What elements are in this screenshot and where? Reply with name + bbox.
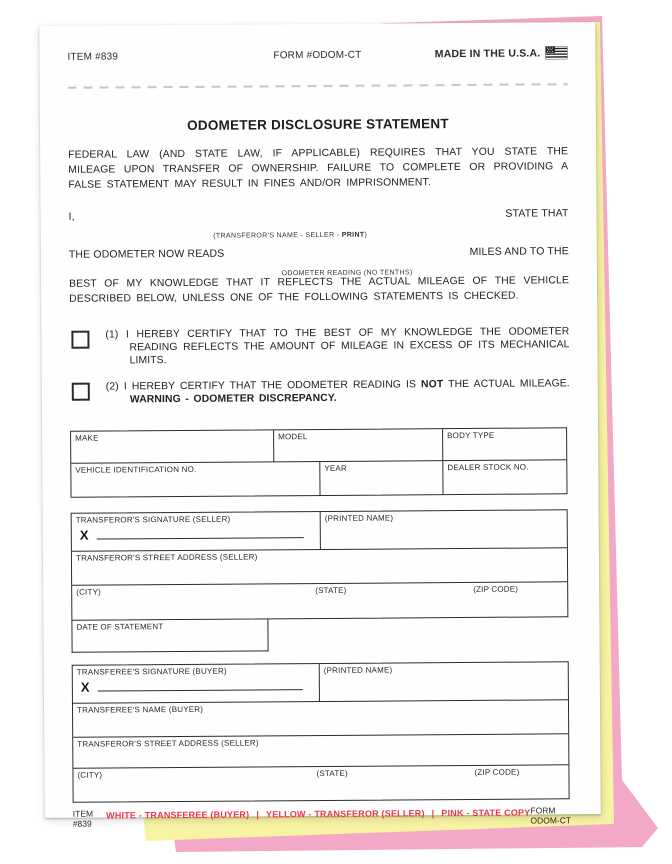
perforation-line (68, 83, 568, 88)
odometer-reading-caption: ODOMETER READING (NO TENTHS) (281, 269, 413, 278)
statement-1-text: (1) I HEREBY CERTIFY THAT TO THE BEST OF MY KNOWLEDGE THE ODOMETER READING REFLECTS THE AMOUNT OF MILEAGE IN EXCESS OF ITS MECHANICAL LIMITS. (105, 326, 570, 367)
stub-form-number: FORM #ODOM-CT (273, 49, 362, 61)
transferor-name-caption: (TRANSFEROR'S NAME - SELLER - PRINT) (213, 231, 368, 240)
date-of-statement-field[interactable]: DATE OF STATEMENT (71, 619, 268, 652)
transferor-city-state-zip-cell[interactable] (72, 582, 567, 619)
statement-2-text: (2) I HEREBY CERTIFY THAT THE ODOMETER READING IS NOT THE ACTUAL MILEAGE. WARNING - ODOMETER DISCREPANCY. (105, 378, 570, 406)
transferor-printed-name-cell[interactable]: (PRINTED NAME) (320, 510, 567, 549)
copy-distribution-legend: WHITE - TRANSFEREE (BUYER) | YELLOW - TRANSFEROR (SELLER) | PINK - STATE COPY (106, 807, 531, 821)
declaration-prefix: I, (68, 210, 75, 223)
made-in-usa-label: MADE IN THE U.S.A. (434, 46, 541, 60)
footer-item-number: ITEM #839 (72, 808, 94, 829)
transferee-street-cell[interactable]: TRANSFEROR'S STREET ADDRESS (SELLER) (77, 738, 259, 749)
statement-2-checkbox[interactable] (72, 383, 90, 401)
vin-field[interactable]: VEHICLE IDENTIFICATION NO. (75, 464, 197, 475)
make-field[interactable]: MAKE (75, 433, 99, 443)
transferee-printed-name-cell[interactable]: (PRINTED NAME) (319, 662, 568, 701)
transferee-zip-label: (ZIP CODE) (474, 767, 520, 777)
transferee-signature-cell[interactable]: TRANSFEREE'S SIGNATURE (BUYER) X (73, 664, 319, 703)
statement-1-checkbox[interactable] (71, 331, 89, 349)
footer-form-number: FORM ODOM-CT (530, 805, 572, 826)
transferor-state-label: (STATE) (315, 585, 347, 596)
transferee-section (72, 661, 570, 802)
transferee-state-label: (STATE) (316, 768, 348, 779)
transferee-city-label: (CITY) (77, 770, 103, 780)
form-title: ODOMETER DISCLOSURE STATEMENT (186, 116, 449, 133)
mileage-continuation-text: BEST OF MY KNOWLEDGE THAT IT REFLECTS THE ACTUAL MILEAGE OF THE VEHICLE DESCRIBED BELOW, UNLESS ONE OF THE FOLLOWING STATEMENTS IS CHECKED. (69, 275, 570, 305)
model-field[interactable]: MODEL (273, 429, 442, 461)
transferor-section (71, 509, 569, 620)
odometer-form-sheet (39, 22, 601, 829)
vehicle-table (70, 427, 567, 497)
statement-1 (69, 325, 569, 367)
statement-2 (70, 377, 570, 406)
transferee-name-cell[interactable]: TRANSFEREE'S NAME (BUYER) (76, 704, 204, 715)
odometer-reading-row (68, 245, 569, 278)
transferee-city-state-zip-cell[interactable] (73, 765, 568, 801)
transferor-zip-label: (ZIP CODE) (473, 584, 519, 594)
odometer-suffix: MILES AND TO THE (469, 245, 569, 258)
transferor-signature-line[interactable] (97, 527, 304, 539)
body-type-field[interactable]: BODY TYPE (442, 428, 566, 460)
transferor-signature-cell[interactable]: TRANSFEROR'S SIGNATURE (SELLER) X (72, 512, 320, 551)
transferor-city-label: (CITY) (76, 587, 101, 597)
dealer-stock-field[interactable]: DEALER STOCK NO. (442, 460, 566, 494)
declaration-suffix: STATE THAT (505, 207, 569, 220)
federal-law-notice: FEDERAL LAW (AND STATE LAW, IF APPLICABLE) REQUIRES THAT YOU STATE THE MILEAGE UPON TRANSFER OF OWNERSHIP. FAILURE TO COMPLETE OR PROVIDING A FALSE STATEMENT MAY RESULT IN FINES AND/OR IMPRISONMENT. (68, 146, 569, 191)
stub-item-number: ITEM #839 (67, 50, 119, 63)
signature-x-label: X (80, 679, 90, 695)
transferee-signature-line[interactable] (98, 679, 303, 691)
stub-header (67, 22, 567, 62)
form-footer (73, 805, 573, 828)
us-flag-icon (545, 46, 567, 59)
declaration-row (68, 207, 569, 240)
year-field[interactable]: YEAR (319, 461, 442, 495)
odometer-prefix: THE ODOMETER NOW READS (68, 247, 225, 261)
signature-x-label: X (79, 527, 89, 543)
transferor-street-cell[interactable]: TRANSFEROR'S STREET ADDRESS (SELLER) (75, 552, 258, 563)
